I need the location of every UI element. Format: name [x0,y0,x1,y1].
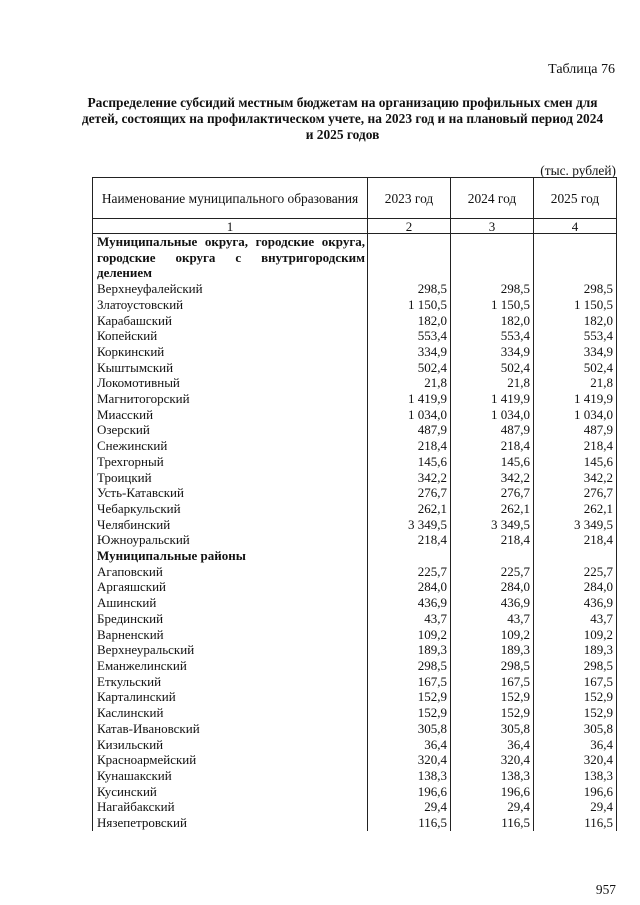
value-2024: 320,4 [451,752,534,768]
value-2024: 196,6 [451,784,534,800]
value-2023: 109,2 [368,627,451,643]
table-row [93,705,617,721]
value-2024: 276,7 [451,485,534,501]
value-2025: 116,5 [534,815,617,831]
value-2025: 145,6 [534,454,617,470]
value-2023: 320,4 [368,752,451,768]
table-row [93,328,617,344]
table-label: Таблица 76 [548,62,615,77]
table-row [93,422,617,438]
municipality-name: Карталинский [93,689,368,705]
municipality-name: Коркинский [93,344,368,360]
value-2025: 218,4 [534,532,617,548]
table-row [93,579,617,595]
value-2025: 305,8 [534,721,617,737]
value-2023: 487,9 [368,422,451,438]
value-2025: 487,9 [534,422,617,438]
value-2024: 167,5 [451,674,534,690]
municipality-name: Красноармейский [93,752,368,768]
section-header-row [93,548,617,564]
municipality-name: Брединский [93,611,368,627]
value-2024: 305,8 [451,721,534,737]
table-row [93,595,617,611]
value-2023: 502,4 [368,360,451,376]
value-2025: 1 150,5 [534,297,617,313]
value-2023: 298,5 [368,281,451,297]
municipality-name: Карабашский [93,313,368,329]
municipality-name: Варненский [93,627,368,643]
value-2024: 298,5 [451,281,534,297]
value-2023: 3 349,5 [368,517,451,533]
value-2023: 1 150,5 [368,297,451,313]
value-2024: 502,4 [451,360,534,376]
table-row [93,517,617,533]
section-title: Муниципальные районы [93,548,368,564]
value-2024: 436,9 [451,595,534,611]
municipality-name: Еткульский [93,674,368,690]
municipality-name: Златоустовский [93,297,368,313]
value-2025: 320,4 [534,752,617,768]
value-2023: 138,3 [368,768,451,784]
empty-cell [368,234,451,282]
value-2025: 109,2 [534,627,617,643]
value-2023: 436,9 [368,595,451,611]
table-row [93,674,617,690]
municipality-name: Верхнеуральский [93,642,368,658]
value-2025: 29,4 [534,799,617,815]
value-2024: 218,4 [451,532,534,548]
table-row [93,737,617,753]
column-header-2024: 2024 год [451,178,534,219]
value-2025: 276,7 [534,485,617,501]
table-row [93,360,617,376]
value-2025: 189,3 [534,642,617,658]
table-row [93,313,617,329]
value-2025: 436,9 [534,595,617,611]
column-number-3: 3 [451,219,534,234]
table-row [93,391,617,407]
value-2024: 1 034,0 [451,407,534,423]
value-2025: 167,5 [534,674,617,690]
value-2025: 553,4 [534,328,617,344]
value-2024: 109,2 [451,627,534,643]
value-2025: 1 034,0 [534,407,617,423]
value-2023: 276,7 [368,485,451,501]
table-row [93,438,617,454]
value-2024: 3 349,5 [451,517,534,533]
table-row [93,564,617,580]
value-2024: 145,6 [451,454,534,470]
value-2024: 189,3 [451,642,534,658]
document-title: Распределение субсидий местным бюджетам на организацию профильных смен для детей, состоящих на профилактическом учете, на 2023 год и на плановый период 2024 и 2025 годов [81,95,604,142]
value-2024: 262,1 [451,501,534,517]
table-row [93,501,617,517]
table-row [93,470,617,486]
value-2025: 262,1 [534,501,617,517]
municipality-name: Кунашакский [93,768,368,784]
municipality-name: Снежинский [93,438,368,454]
municipality-name: Кыштымский [93,360,368,376]
table-row [93,799,617,815]
value-2025: 182,0 [534,313,617,329]
value-2024: 487,9 [451,422,534,438]
value-2023: 1 419,9 [368,391,451,407]
subsidy-table [92,177,617,831]
value-2025: 152,9 [534,705,617,721]
value-2024: 284,0 [451,579,534,595]
value-2025: 36,4 [534,737,617,753]
column-number-4: 4 [534,219,617,234]
value-2025: 21,8 [534,375,617,391]
value-2024: 138,3 [451,768,534,784]
value-2024: 36,4 [451,737,534,753]
value-2025: 152,9 [534,689,617,705]
table-row [93,752,617,768]
empty-cell [534,548,617,564]
value-2024: 225,7 [451,564,534,580]
section-header-row [93,234,617,282]
value-2023: 284,0 [368,579,451,595]
value-2024: 116,5 [451,815,534,831]
value-2025: 1 419,9 [534,391,617,407]
value-2023: 116,5 [368,815,451,831]
value-2023: 196,6 [368,784,451,800]
municipality-name: Кизильский [93,737,368,753]
empty-cell [451,234,534,282]
municipality-name: Трехгорный [93,454,368,470]
value-2023: 145,6 [368,454,451,470]
page-number: 957 [595,882,616,897]
municipality-name: Верхнеуфалейский [93,281,368,297]
municipality-name: Троицкий [93,470,368,486]
column-header-2023: 2023 год [368,178,451,219]
value-2023: 152,9 [368,689,451,705]
value-2023: 152,9 [368,705,451,721]
value-2023: 167,5 [368,674,451,690]
municipality-name: Еманжелинский [93,658,368,674]
value-2025: 196,6 [534,784,617,800]
table-row [93,721,617,737]
value-2024: 218,4 [451,438,534,454]
table-row [93,281,617,297]
table-row [93,375,617,391]
value-2023: 305,8 [368,721,451,737]
value-2025: 284,0 [534,579,617,595]
table-body [93,234,617,831]
value-2023: 553,4 [368,328,451,344]
municipality-name: Локомотивный [93,375,368,391]
municipality-name: Озерский [93,422,368,438]
table-row [93,454,617,470]
municipality-name: Южноуральский [93,532,368,548]
municipality-name: Магнитогорский [93,391,368,407]
value-2023: 225,7 [368,564,451,580]
municipality-name: Ашинский [93,595,368,611]
value-2025: 218,4 [534,438,617,454]
municipality-name: Аргаяшский [93,579,368,595]
value-2024: 182,0 [451,313,534,329]
municipality-name: Миасский [93,407,368,423]
empty-cell [534,234,617,282]
value-2023: 334,9 [368,344,451,360]
value-2024: 43,7 [451,611,534,627]
table-row [93,344,617,360]
value-2025: 298,5 [534,658,617,674]
value-2023: 1 034,0 [368,407,451,423]
municipality-name: Челябинский [93,517,368,533]
table-row [93,815,617,831]
value-2025: 334,9 [534,344,617,360]
municipality-name: Нязепетровский [93,815,368,831]
value-2023: 189,3 [368,642,451,658]
municipality-name: Агаповский [93,564,368,580]
value-2025: 225,7 [534,564,617,580]
units-label: (тыс. рублей) [540,163,616,178]
table-row [93,642,617,658]
value-2025: 502,4 [534,360,617,376]
value-2024: 298,5 [451,658,534,674]
table-row [93,627,617,643]
column-header-name: Наименование муниципального образования [93,178,368,219]
municipality-name: Каслинский [93,705,368,721]
value-2024: 152,9 [451,689,534,705]
table-row [93,297,617,313]
value-2023: 298,5 [368,658,451,674]
empty-cell [451,548,534,564]
value-2023: 342,2 [368,470,451,486]
municipality-name: Копейский [93,328,368,344]
value-2023: 182,0 [368,313,451,329]
value-2023: 218,4 [368,438,451,454]
municipality-name: Катав-Ивановский [93,721,368,737]
value-2023: 36,4 [368,737,451,753]
value-2025: 3 349,5 [534,517,617,533]
table-row [93,407,617,423]
empty-cell [368,548,451,564]
value-2025: 298,5 [534,281,617,297]
value-2023: 29,4 [368,799,451,815]
value-2025: 342,2 [534,470,617,486]
table-header [93,178,617,234]
column-header-2025: 2025 год [534,178,617,219]
value-2024: 553,4 [451,328,534,344]
column-number-1: 1 [93,219,368,234]
value-2024: 342,2 [451,470,534,486]
municipality-name: Чебаркульский [93,501,368,517]
value-2024: 1 150,5 [451,297,534,313]
section-title: Муниципальные округа, городские округа, городские округа с внутригородским делением [93,234,368,282]
column-number-2: 2 [368,219,451,234]
value-2025: 43,7 [534,611,617,627]
value-2023: 21,8 [368,375,451,391]
value-2024: 29,4 [451,799,534,815]
value-2024: 152,9 [451,705,534,721]
municipality-name: Нагайбакский [93,799,368,815]
value-2024: 21,8 [451,375,534,391]
municipality-name: Усть-Катавский [93,485,368,501]
table-row [93,689,617,705]
value-2023: 262,1 [368,501,451,517]
table-row [93,532,617,548]
value-2023: 218,4 [368,532,451,548]
table-row [93,611,617,627]
value-2025: 138,3 [534,768,617,784]
table-row [93,658,617,674]
table-row [93,768,617,784]
value-2023: 43,7 [368,611,451,627]
municipality-name: Кусинский [93,784,368,800]
table-row [93,784,617,800]
value-2024: 334,9 [451,344,534,360]
value-2024: 1 419,9 [451,391,534,407]
table-row [93,485,617,501]
